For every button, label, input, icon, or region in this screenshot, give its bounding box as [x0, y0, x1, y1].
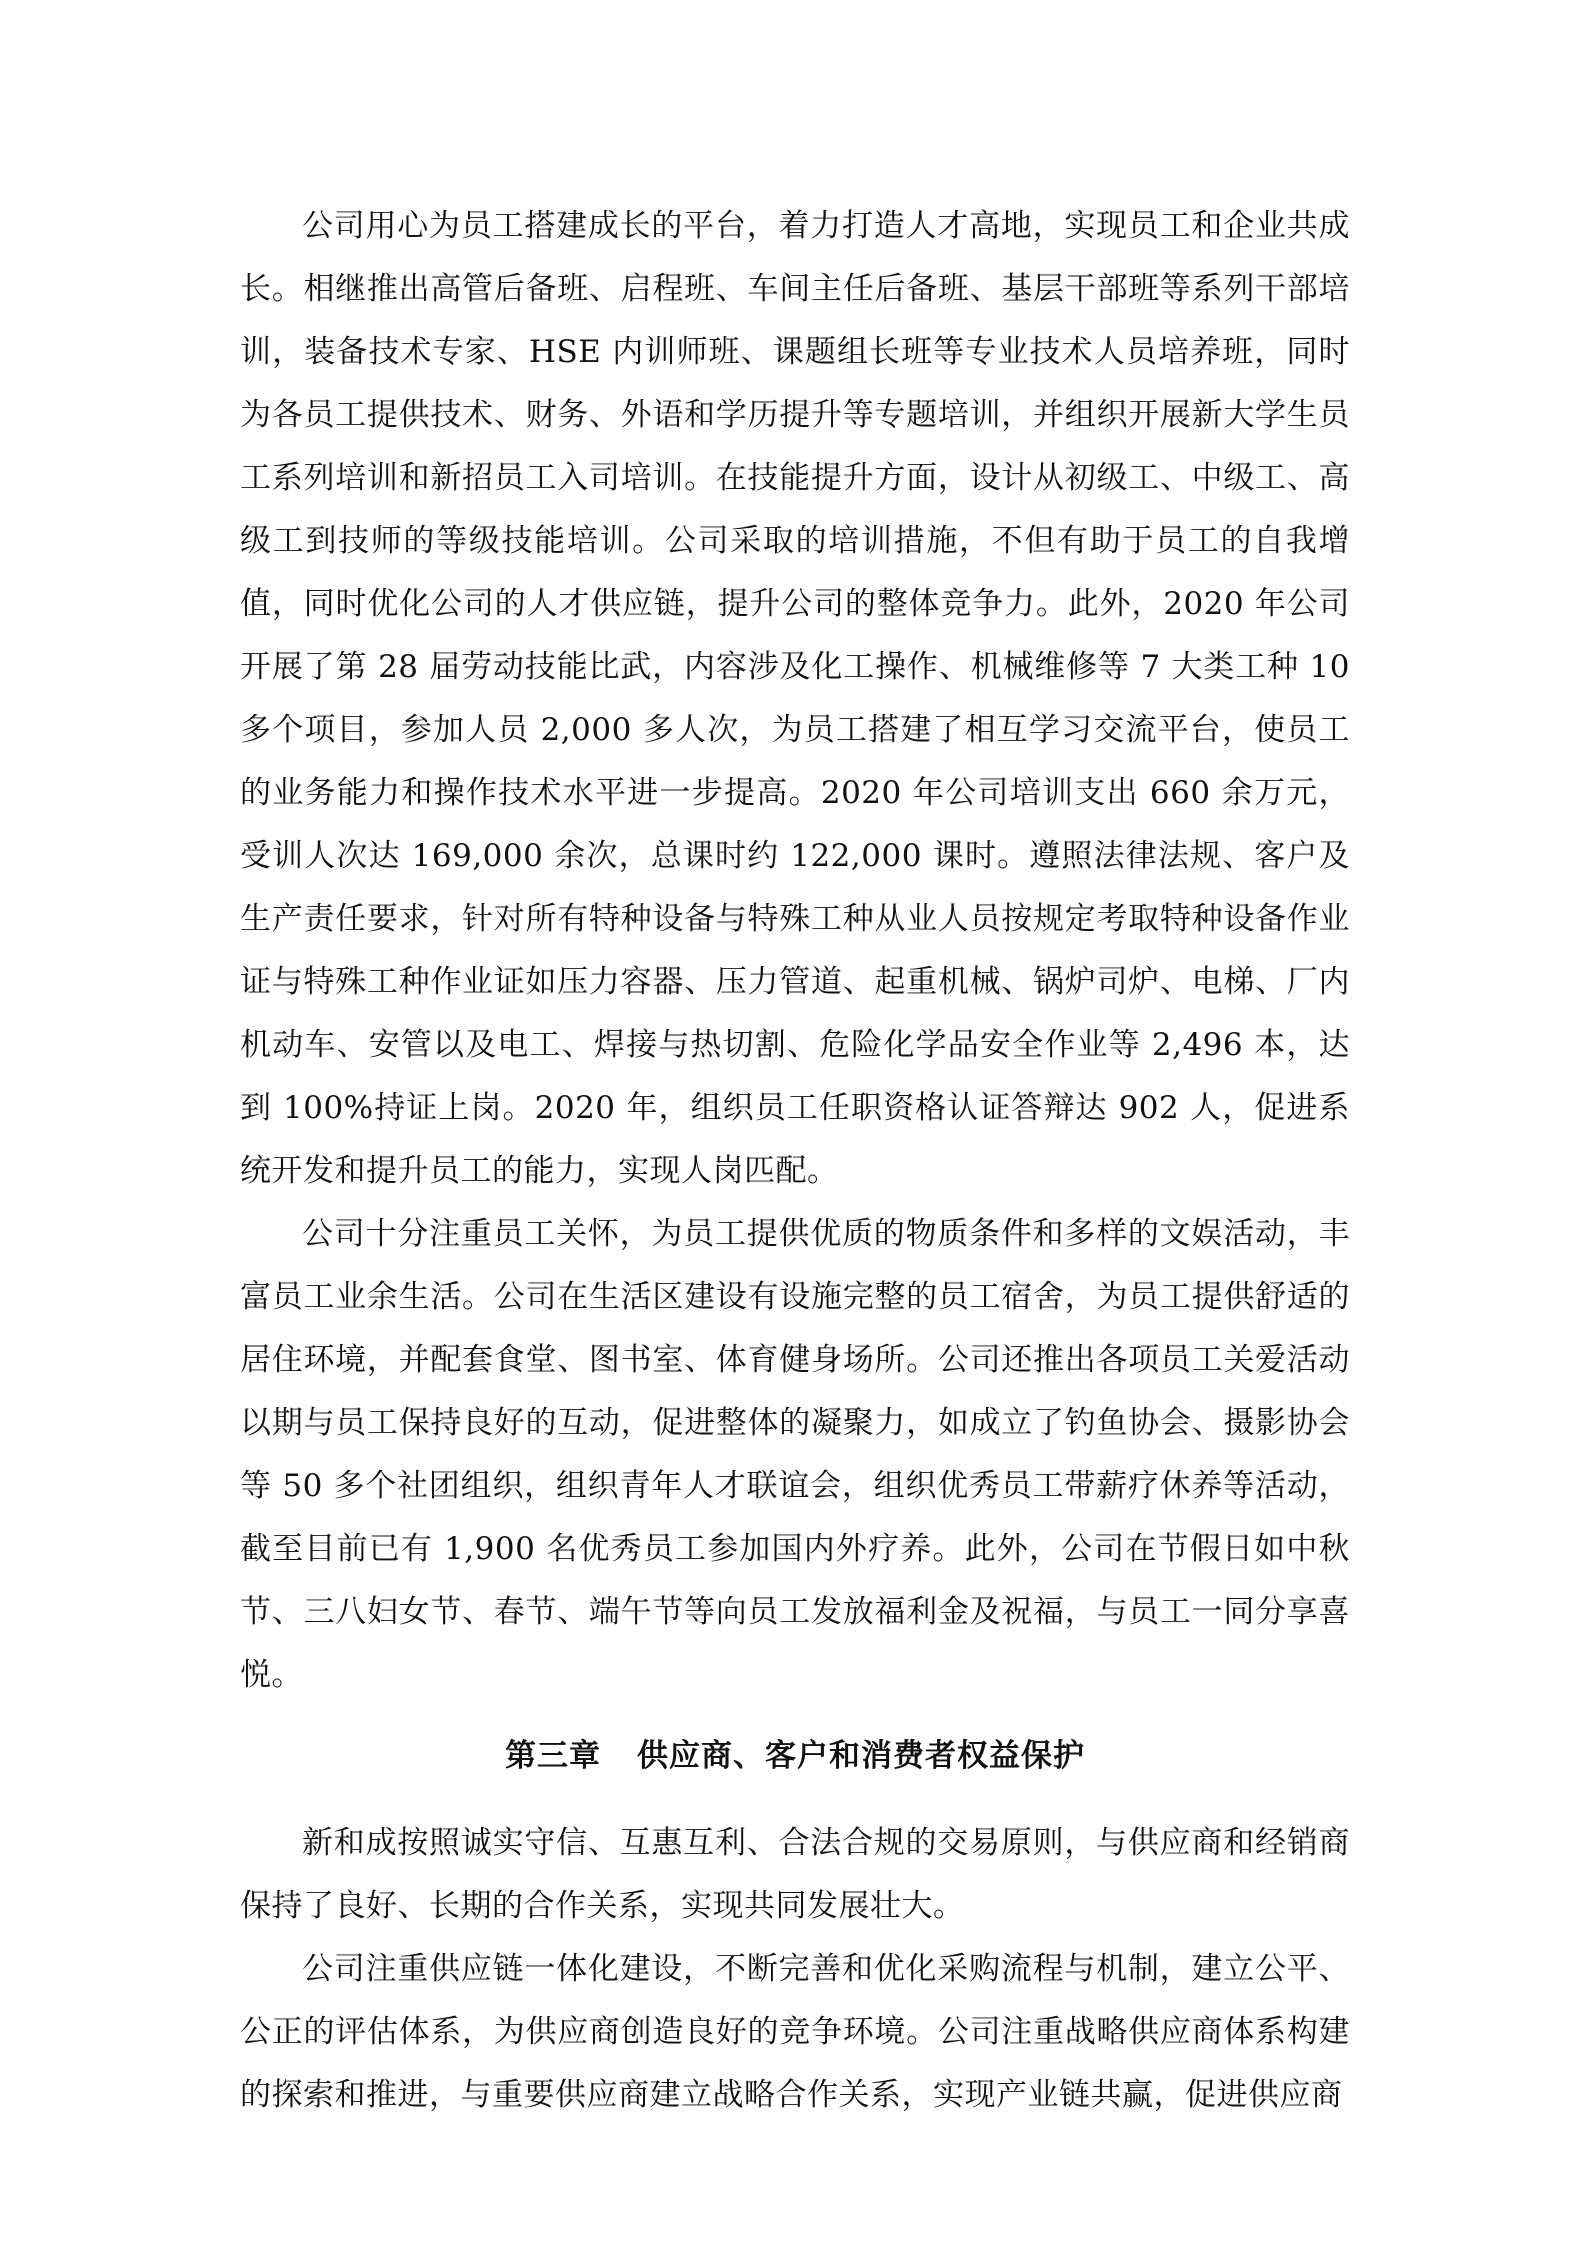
chapter-number: 第三章	[505, 1738, 601, 1774]
chapter-title: 供应商、客户和消费者权益保护	[637, 1738, 1085, 1774]
paragraph-supplier-principles: 新和成按照诚实守信、互惠互利、合法合规的交易原则，与供应商和经销商保持了良好、长期的合作关系，实现共同发展壮大。	[240, 1825, 1350, 1924]
paragraph-staff-training: 公司用心为员工搭建成长的平台，着力打造人才高地，实现员工和企业共成长。相继推出高管后备班、启程班、车间主任后备班、基层干部班等系列干部培训，装备技术专家、HSE 内训师班、课题组长班等专业技术人员培养班，同时为各员工提供技术、财务、外语和学历提升等专题培训，并组织开展新大学生员工系列培训和新招员工入司培训。在技能提升方面，设计从初级工、中级工、高级工到技师的等级技能培训。公司采取的培训措施，不但有助于员工的自我增值，同时优化公司的人才供应链，提升公司的整体竞争力。此外，2020 年公司开展了第 28 届劳动技能比武，内容涉及化工操作、机械维修等 7 大类工种 10 多个项目，参加人员 2,000 多人次，为员工搭建了相互学习交流平台，使员工的业务能力和操作技术水平进一步提高。2020 年公司培训支出 660 余万元，受训人次达 169,000 余次，总课时约 122,000 课时。遵照法律法规、客户及生产责任要求，针对所有特种设备与特殊工种从业人员按规定考取特种设备作业证与特殊工种作业证如压力容器、压力管道、起重机械、锅炉司炉、电梯、厂内机动车、安管以及电工、焊接与热切割、危险化学品安全作业等 2,496 本，达到 100%持证上岗。2020 年，组织员工任职资格认证答辩达 902 人，促进系统开发和提升员工的能力，实现人岗匹配。	[240, 208, 1350, 1189]
chapter-heading	[240, 1725, 1350, 1788]
document-page	[240, 195, 1350, 2127]
paragraph-supply-chain: 公司注重供应链一体化建设，不断完善和优化采购流程与机制，建立公平、公正的评估体系，为供应商创造良好的竞争环境。公司注重战略供应商体系构建的探索和推进，与重要供应商建立战略合作关系，实现产业链共赢，促进供应商	[240, 1951, 1350, 2113]
paragraph-staff-care: 公司十分注重员工关怀，为员工提供优质的物质条件和多样的文娱活动，丰富员工业余生活。公司在生活区建设有设施完整的员工宿舍，为员工提供舒适的居住环境，并配套食堂、图书室、体育健身场所。公司还推出各项员工关爱活动以期与员工保持良好的互动，促进整体的凝聚力，如成立了钓鱼协会、摄影协会等 50 多个社团组织，组织青年人才联谊会，组织优秀员工带薪疗休养等活动，截至目前已有 1,900 名优秀员工参加国内外疗养。此外，公司在节假日如中秋节、三八妇女节、春节、端午节等向员工发放福利金及祝福，与员工一同分享喜悦。	[240, 1216, 1350, 1693]
